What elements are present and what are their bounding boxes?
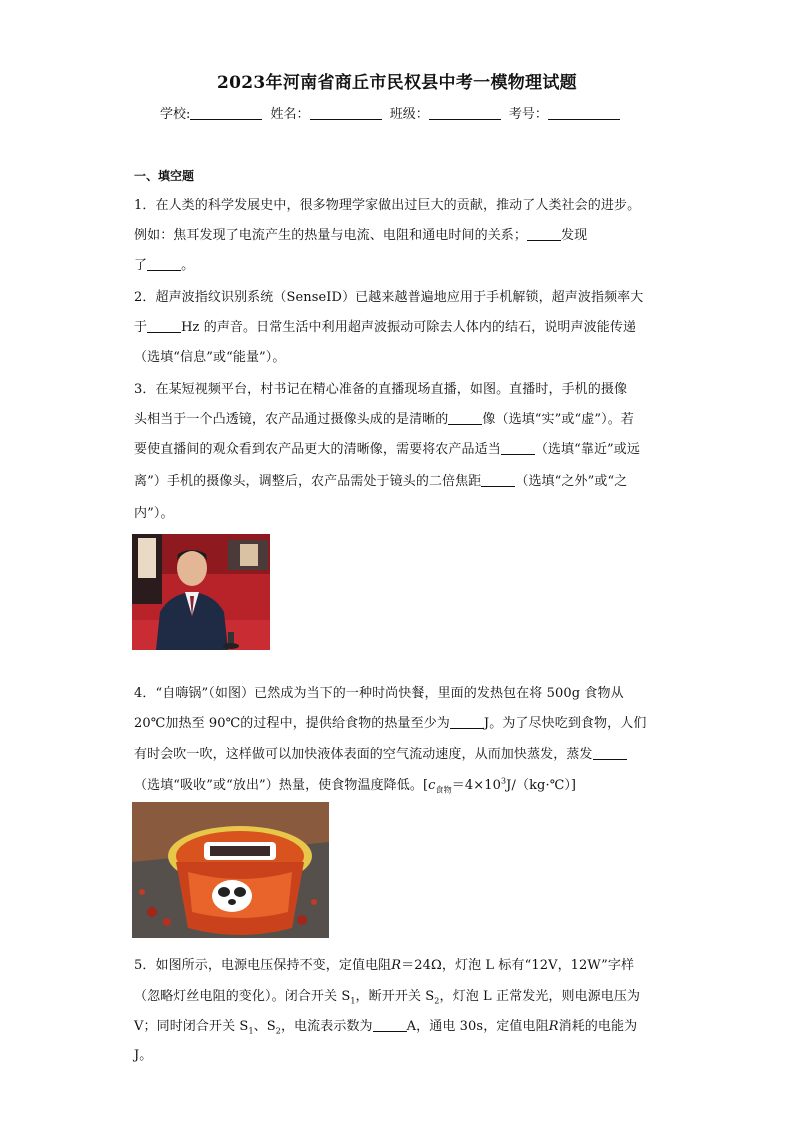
q4-line-2 [134, 712, 646, 731]
q4-line-1: 4．“自嗨锅”（如图）已然成为当下的一种时尚快餐，里面的发热包在将 500g 食物从 [134, 686, 624, 701]
q1-text-3a: 了 [134, 258, 148, 273]
q3-text-4b: （选填“之外”或“之 [515, 474, 628, 489]
q4-blank-1[interactable] [450, 716, 484, 729]
student-info [160, 103, 624, 122]
q5-blank-2[interactable] [373, 1019, 407, 1032]
q3-text-2b: 像（选填“实”或“虚”）。若 [482, 412, 634, 427]
class-blank[interactable] [429, 107, 501, 120]
school-label: 学校: [160, 107, 191, 122]
class-label: 班级： [389, 107, 429, 122]
q5-text-3c: ，电流表示数为 [280, 1019, 373, 1034]
exam-no-label: 考号： [508, 107, 548, 122]
q4-exponent: 3 [500, 776, 507, 786]
q5-text-2b: ，断开开关 S [355, 989, 435, 1004]
q1-text-2b: 发现 [561, 228, 588, 243]
exam-no-blank[interactable] [548, 107, 620, 120]
q5-text-2c: ，灯泡 L 正常发光，则电源电压为 [439, 989, 641, 1004]
q3-text-4a: 离”）手机的摄像头，调整后，农产品需处于镜头的二倍焦距 [134, 474, 482, 489]
q1-text-3b: 。 [181, 258, 195, 273]
q5-line-3 [134, 1015, 637, 1036]
q2-line-3: （选填“信息”或“能量”）。 [134, 350, 286, 365]
name-label: 姓名： [270, 107, 310, 122]
q2-blank-1[interactable] [147, 320, 181, 333]
q5-text-3e: 消耗的电能为 [558, 1019, 638, 1034]
q1-text-2a: 例如：焦耳发现了电流产生的热量与电流、电阻和通电时间的关系； [134, 228, 528, 243]
q5-s1-sub-a: 1 [350, 996, 356, 1006]
q5-line-1 [134, 954, 634, 973]
q5-text-3d: A，通电 30s，定值电阻 [406, 1019, 549, 1034]
q1-blank-1[interactable] [527, 228, 561, 241]
q5-text-2a: （忽略灯丝电阻的变化）。闭合开关 S [134, 989, 351, 1004]
q4-text-4e: J/（kg·℃）] [506, 778, 577, 793]
q3-blank-2[interactable] [501, 442, 535, 455]
hotpot-photo [132, 802, 329, 938]
q1-blank-2[interactable] [147, 258, 181, 271]
q2-line-1: 2．超声波指纹识别系统（SenseID）已越来越普遍地应用于手机解锁，超声波指频率大 [134, 290, 644, 305]
q4-text-4d: ＝4×10 [451, 778, 501, 793]
name-blank[interactable] [310, 107, 382, 120]
q5-r-symbol-2: R [548, 1019, 559, 1034]
q5-r-symbol-1: R [391, 958, 402, 973]
q3-line-4 [134, 470, 627, 489]
q5-s2-sub-a: 2 [434, 996, 440, 1006]
page-title: 2023年河南省商丘市民权县中考一模物理试题 [217, 73, 577, 93]
q5-s2-sub-b: 2 [275, 1026, 281, 1036]
q1-line-1: 1．在人类的科学发展史中，很多物理学家做出过巨大的贡献，推动了人类社会的进步。 [134, 198, 641, 213]
q5-s1-sub-b: 1 [248, 1026, 254, 1036]
q5-text-3b: 、S [253, 1019, 276, 1034]
livestream-photo [132, 534, 270, 650]
q3-text-3a: 要使直播间的观众看到农产品更大的清晰像，需要将农产品适当 [134, 442, 501, 457]
q1-line-3 [134, 254, 194, 273]
q5-line-4: J。 [134, 1048, 153, 1063]
q3-line-2 [134, 408, 634, 427]
q4-text-2a: 20℃加热至 90℃的过程中，提供给食物的热量至少为 [134, 716, 450, 731]
q4-c-subscript: 食物 [435, 785, 452, 795]
q1-line-2 [134, 224, 587, 243]
section-title: 一、填空题 [134, 169, 195, 183]
q3-text-3b: （选填“靠近”或远 [534, 442, 641, 457]
q3-line-5: 内”）。 [134, 506, 174, 521]
q5-text-1a: 5．如图所示，电源电压保持不变，定值电阻 [134, 958, 392, 973]
q3-blank-3[interactable] [481, 474, 515, 487]
q2-text-2b: Hz 的声音。日常生活中利用超声波振动可除去人体内的结石，说明声波能传递 [181, 320, 637, 335]
school-blank[interactable] [190, 107, 262, 120]
q4-line-4 [134, 774, 576, 796]
q3-text-2a: 头相当于一个凸透镜，农产品通过摄像头成的是清晰的 [134, 412, 449, 427]
q3-line-3 [134, 438, 640, 457]
q4-text-2b: J。为了尽快吃到食物，人们 [483, 716, 647, 731]
q5-line-2 [134, 985, 640, 1006]
q5-text-3a: V；同时闭合开关 S [134, 1019, 249, 1034]
q2-line-2 [134, 316, 636, 335]
q4-c-symbol: c [428, 778, 436, 793]
q2-text-2a: 于 [134, 320, 148, 335]
q5-text-1b: ＝24Ω，灯泡 L 标有“12V，12W”字样 [401, 958, 635, 973]
q4-text-4a: （选填“吸收”或“放出”）热量，使食物温度降低。[ [134, 778, 429, 793]
q4-blank-2[interactable] [593, 747, 627, 760]
q3-line-1: 3．在某短视频平台，村书记在精心准备的直播现场直播，如图。直播时，手机的摄像 [134, 382, 628, 397]
q4-text-3a: 有时会吹一吹，这样做可以加快液体表面的空气流动速度，从而加快蒸发，蒸发 [134, 747, 593, 762]
q4-line-3 [134, 743, 627, 762]
q3-blank-1[interactable] [448, 412, 482, 425]
